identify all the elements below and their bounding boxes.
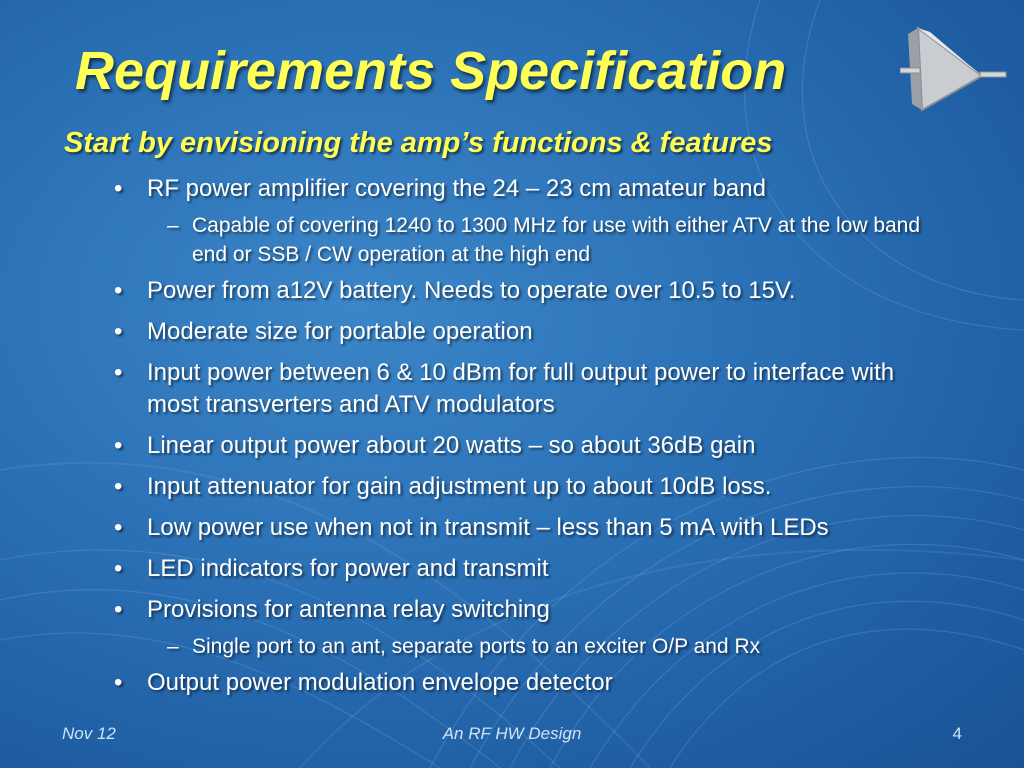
sub-bullet-item: – Capable of covering 1240 to 1300 MHz for use with either ATV at the low band end or SSB / CW operation at the high end (112, 211, 952, 269)
bullet-item: • Moderate size for portable operation (112, 316, 952, 348)
bullet-item: • LED indicators for power and transmit (112, 553, 952, 585)
slide-subtitle: Start by envisioning the amp’s functions & features (64, 127, 773, 159)
page-number: 4 (952, 724, 962, 743)
bullet-item: • Input attenuator for gain adjustment up to about 10dB loss. (112, 471, 952, 503)
bullet-item: • Linear output power about 20 watts – so about 36dB gain (112, 430, 952, 462)
bullet-item: • Low power use when not in transmit – less than 5 mA with LEDs (112, 512, 952, 544)
sub-bullet-item: – Single port to an ant, separate ports to an exciter O/P and Rx (112, 632, 952, 661)
bullet-item: • Power from a12V battery. Needs to operate over 10.5 to 15V. (112, 275, 952, 307)
bullet-item: • Input power between 6 & 10 dBm for full output power to interface with most transverters and ATV modulators (112, 357, 952, 421)
footer-title: An RF HW Design (442, 724, 582, 743)
bullet-item: • Provisions for antenna relay switching (112, 594, 952, 626)
slide-title: Requirements Specification (75, 41, 787, 101)
bullet-list (112, 173, 952, 699)
amplifier-triangle-icon (900, 24, 1010, 116)
bullet-item: • Output power modulation envelope detector (112, 667, 952, 699)
footer-date: Nov 12 (62, 724, 116, 743)
bullet-item: • RF power amplifier covering the 24 – 23 cm amateur band (112, 173, 952, 205)
